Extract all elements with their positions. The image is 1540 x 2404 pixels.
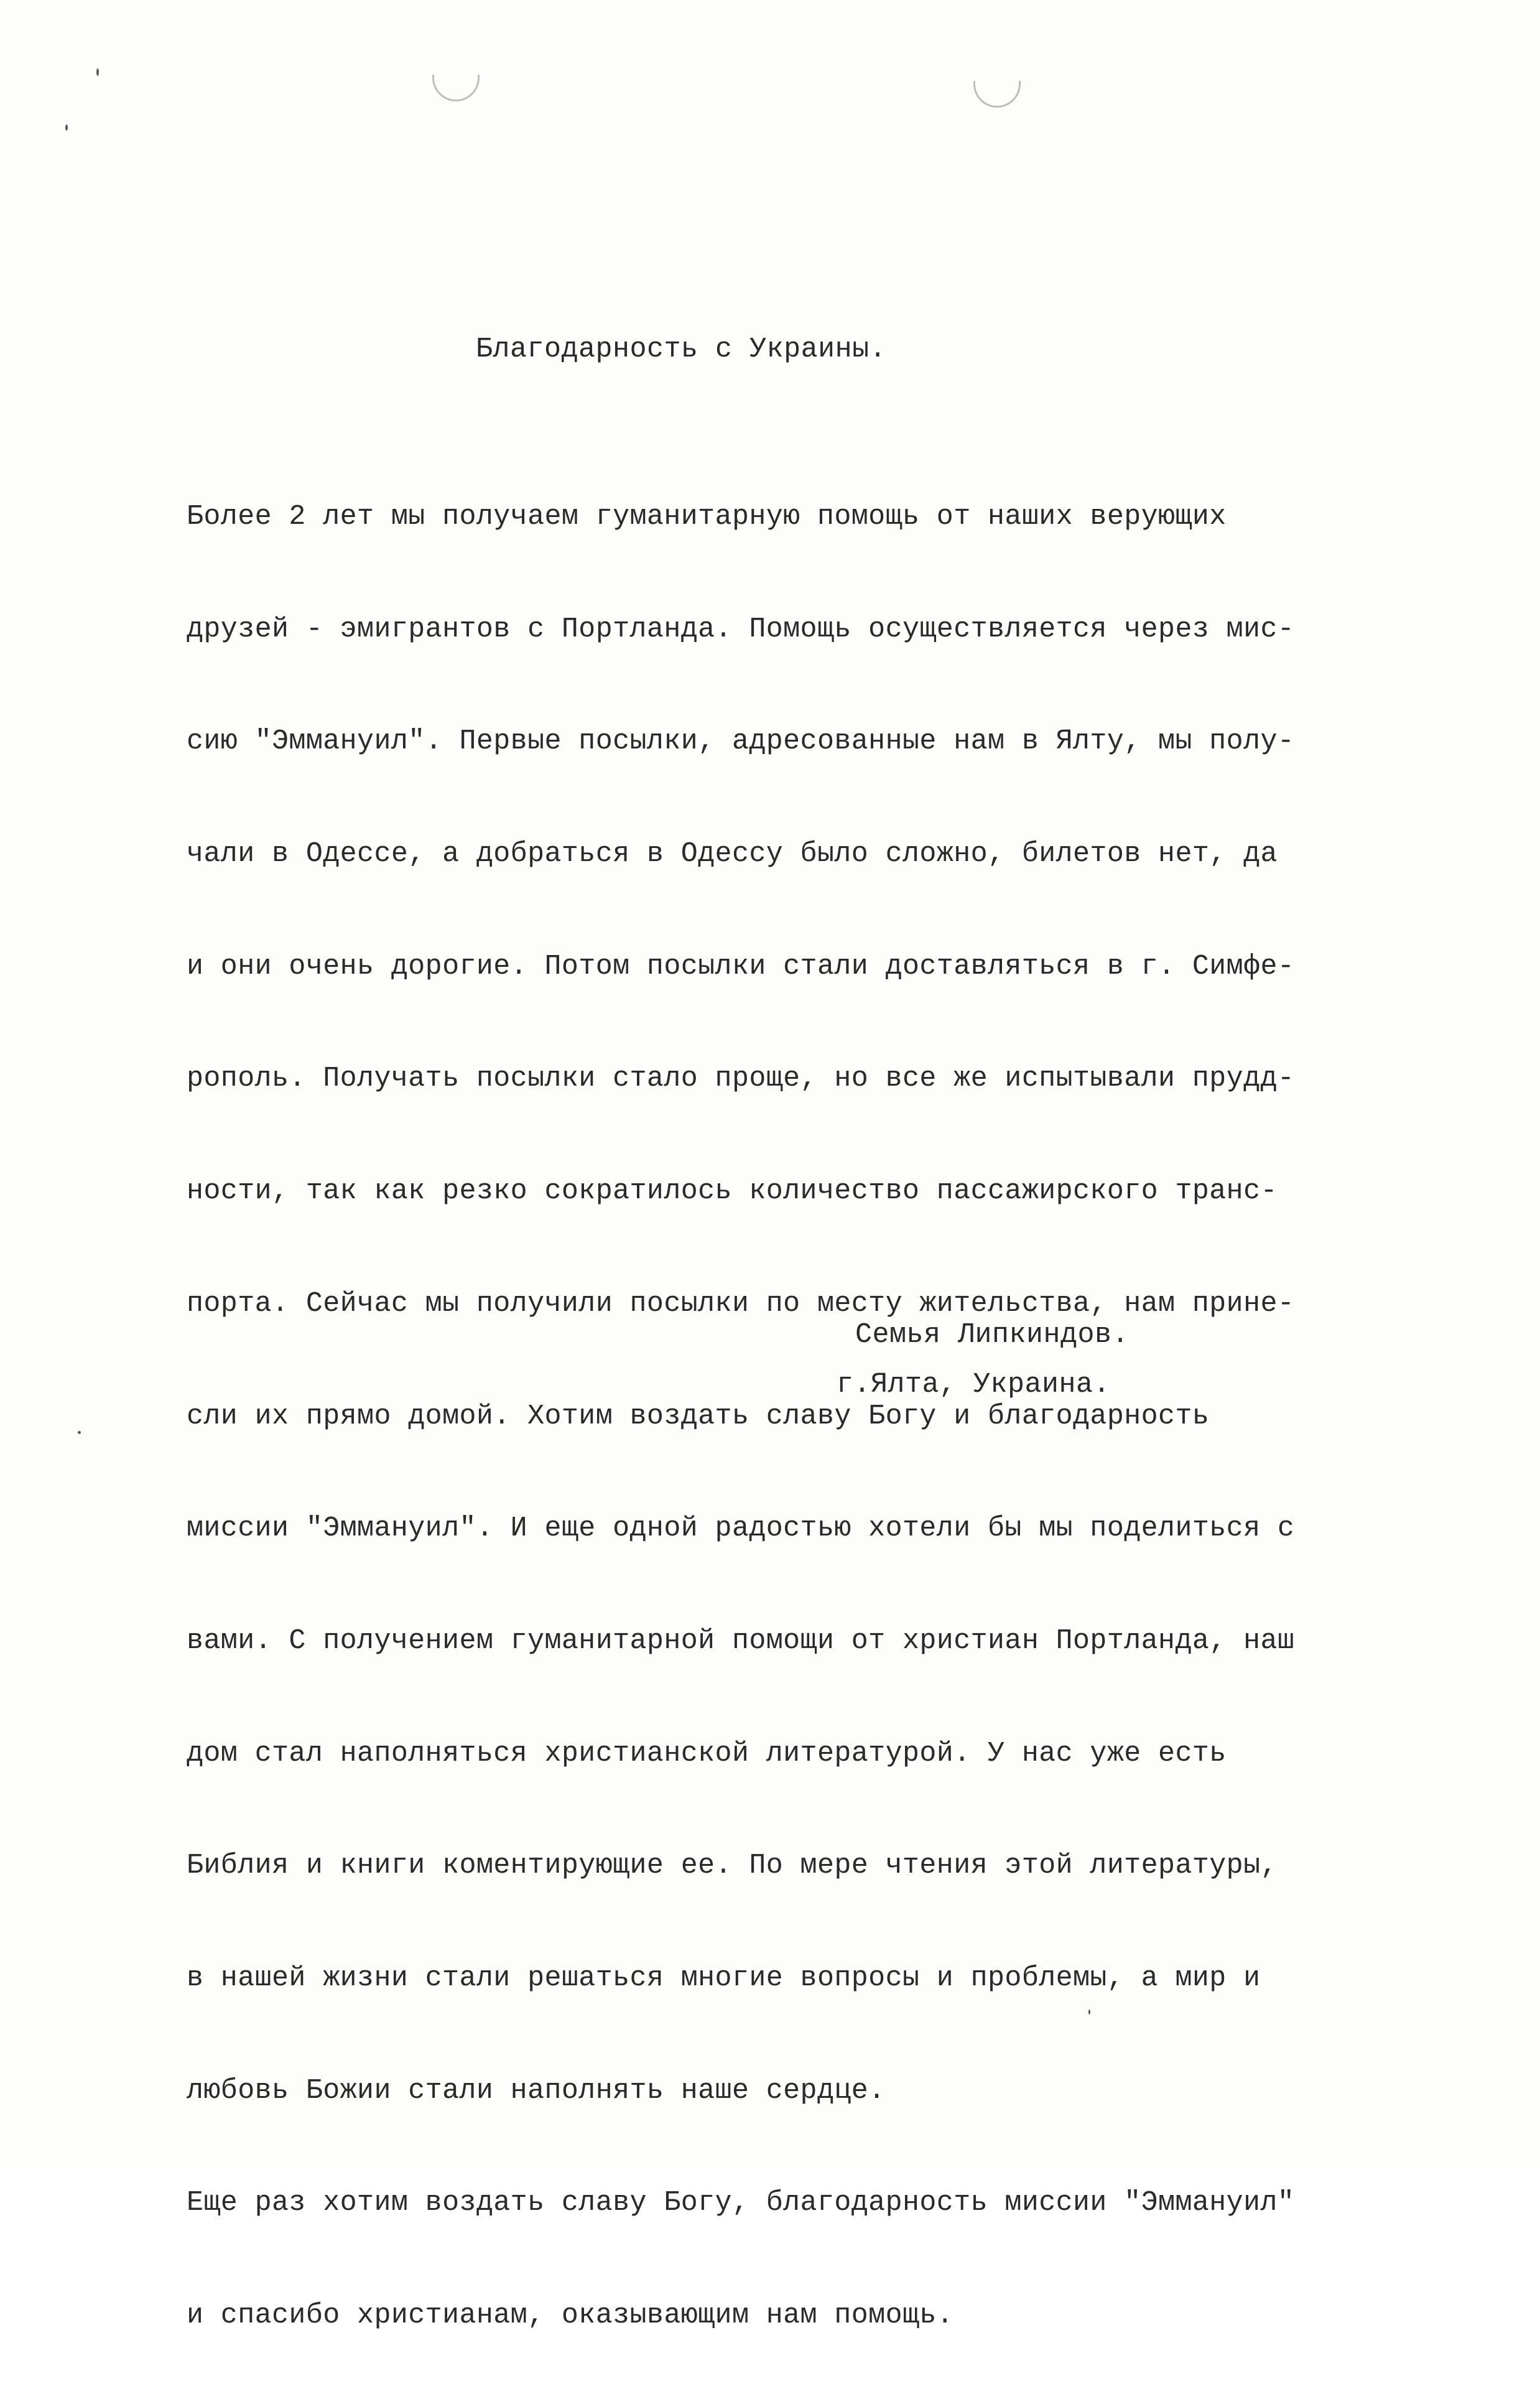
body-line: ности, так как резко сократилось количество пассажирского транс- [187,1175,1278,1208]
body-line: сли их прямо домой. Хотим воздать славу Богу и благодарность [187,1400,1210,1432]
body-line: сию "Эммануил". Первые посылки, адресованные нам в Ялту, мы полу- [187,725,1295,758]
body-line: вами. С получением гуманитарной помощи от христиан Портланда, наш [187,1624,1295,1657]
scan-speck [65,124,68,131]
body-line: миссии "Эммануил". И еще одной радостью хотели бы мы поделиться с [187,1512,1295,1545]
body-line: и спасибо христианам, оказывающим нам помощь. [187,2299,954,2331]
body-line: дом стал наполняться христианской литературой. У нас уже есть [187,1737,1227,1769]
punch-hole-mark-right [973,81,1021,108]
body-line: в нашей жизни стали решаться многие вопросы и проблемы, а мир и [187,1962,1261,1994]
body-line: Более 2 лет мы получаем гуманитарную помощь от наших верующих [187,501,1227,533]
body-line: Еще раз хотим воздать славу Богу, благодарность миссии "Эммануил" [187,2187,1295,2219]
scan-speck [96,68,99,76]
scan-speck [78,1431,81,1434]
document-body [187,429,1399,2404]
body-line: порта. Сейчас мы получили посылки по месту жительства, нам прине- [187,1287,1295,1320]
body-line: Библия и книги коментирующие ее. По мере чтения этой литературы, [187,1850,1278,1882]
body-line: рополь. Получать посылки стало проще, но все же испытывали прудд- [187,1063,1295,1095]
punch-hole-mark-left [432,75,480,101]
body-line: любовь Божии стали наполнять наше сердце. [187,2074,886,2107]
document-title: Благодарность с Украины. [476,333,887,365]
body-line: чали в Одессе, а добраться в Одессу было сложно, билетов нет, да [187,838,1278,870]
signature-place: г.Ялта, Украина. [837,1369,1111,1400]
body-line: друзей - эмигрантов с Портланда. Помощь осуществляется через мис- [187,613,1295,645]
signature-name: Семья Липкиндов. [855,1319,1129,1351]
body-line: и они очень дорогие. Потом посылки стали доставляться в г. Симфе- [187,950,1295,982]
